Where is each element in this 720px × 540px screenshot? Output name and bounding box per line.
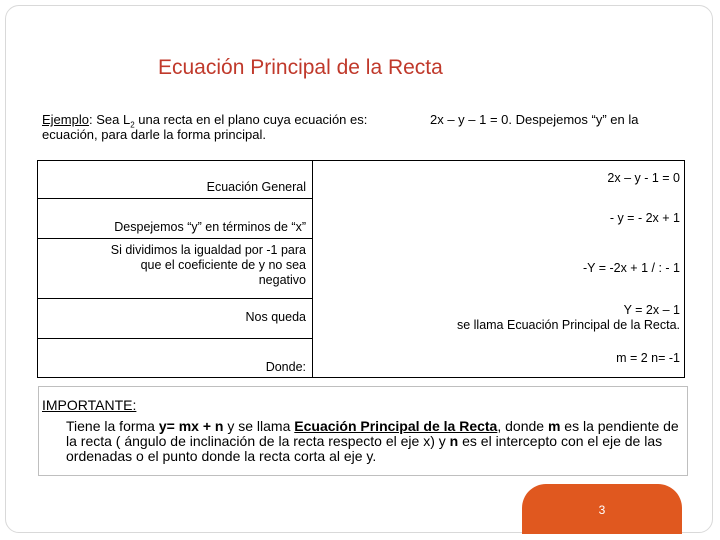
important-t1: Tiene la forma [66,418,159,434]
important-m: m [547,418,561,434]
intro-equation: 2x – y – 1 = 0. Despejemos “y” en la [430,112,639,127]
intro-paragraph [42,112,682,142]
step-value-isolate: - y = - 2x + 1 [609,211,680,225]
step-label-divide-line3: negativo [258,273,306,287]
step-value-result-line1: Y = 2x – 1 [623,303,680,317]
intro-colon: : [88,112,93,127]
intro-example-label: Ejemplo [42,112,89,127]
important-text [66,419,686,464]
step-value-divide: -Y = -2x + 1 / : - 1 [582,261,680,275]
steps-table [37,160,685,378]
intro-subscript: 2 [130,120,135,130]
step-label-isolate: Despejemos “y” en términos de “x” [114,220,306,234]
table-row-divider [38,198,312,199]
step-label-general: Ecuación General [206,180,306,194]
slide-title: Ecuación Principal de la Recta [158,56,443,79]
important-t7: es la pendiente de la recta ( ángulo de inclinación de la recta respecto el eje x) y [66,418,679,449]
important-t5: , donde [497,418,548,434]
table-column-divider [312,161,313,377]
important-term: Ecuación Principal de la Recta [294,418,498,434]
step-value-result-line2: se llama Ecuación Principal de la Recta. [456,318,680,332]
table-row-divider [38,338,312,339]
step-label-divide [38,243,306,288]
table-row-divider [38,238,312,239]
important-t3: y se llama [223,418,295,434]
step-label-result: Nos queda [245,310,306,324]
step-label-where: Donde: [265,360,306,374]
page-number: 3 [598,503,606,517]
step-value-general: 2x – y - 1 = 0 [607,171,680,185]
important-t9: es el intercepto con el eje de las ordenadas o el punto donde la recta corta al eje y. [66,433,663,464]
important-heading: IMPORTANTE: [42,397,137,413]
step-value-where: m = 2 n= -1 [616,351,680,365]
table-row-divider [38,298,312,299]
step-value-result [316,303,680,333]
intro-text-1: Sea L [92,112,131,127]
step-label-divide-line1: Si dividimos la igualdad por -1 para [110,243,306,257]
intro-text-2: una recta en el plano cuya ecuación es: [134,112,368,127]
important-formula: y= mx + n [158,418,224,434]
step-label-divide-line2: que el coeficiente de y no sea [140,258,306,272]
important-n: n [449,433,459,449]
page-number-badge [522,484,682,534]
intro-line-2: ecuación, para darle la forma principal. [42,127,267,142]
